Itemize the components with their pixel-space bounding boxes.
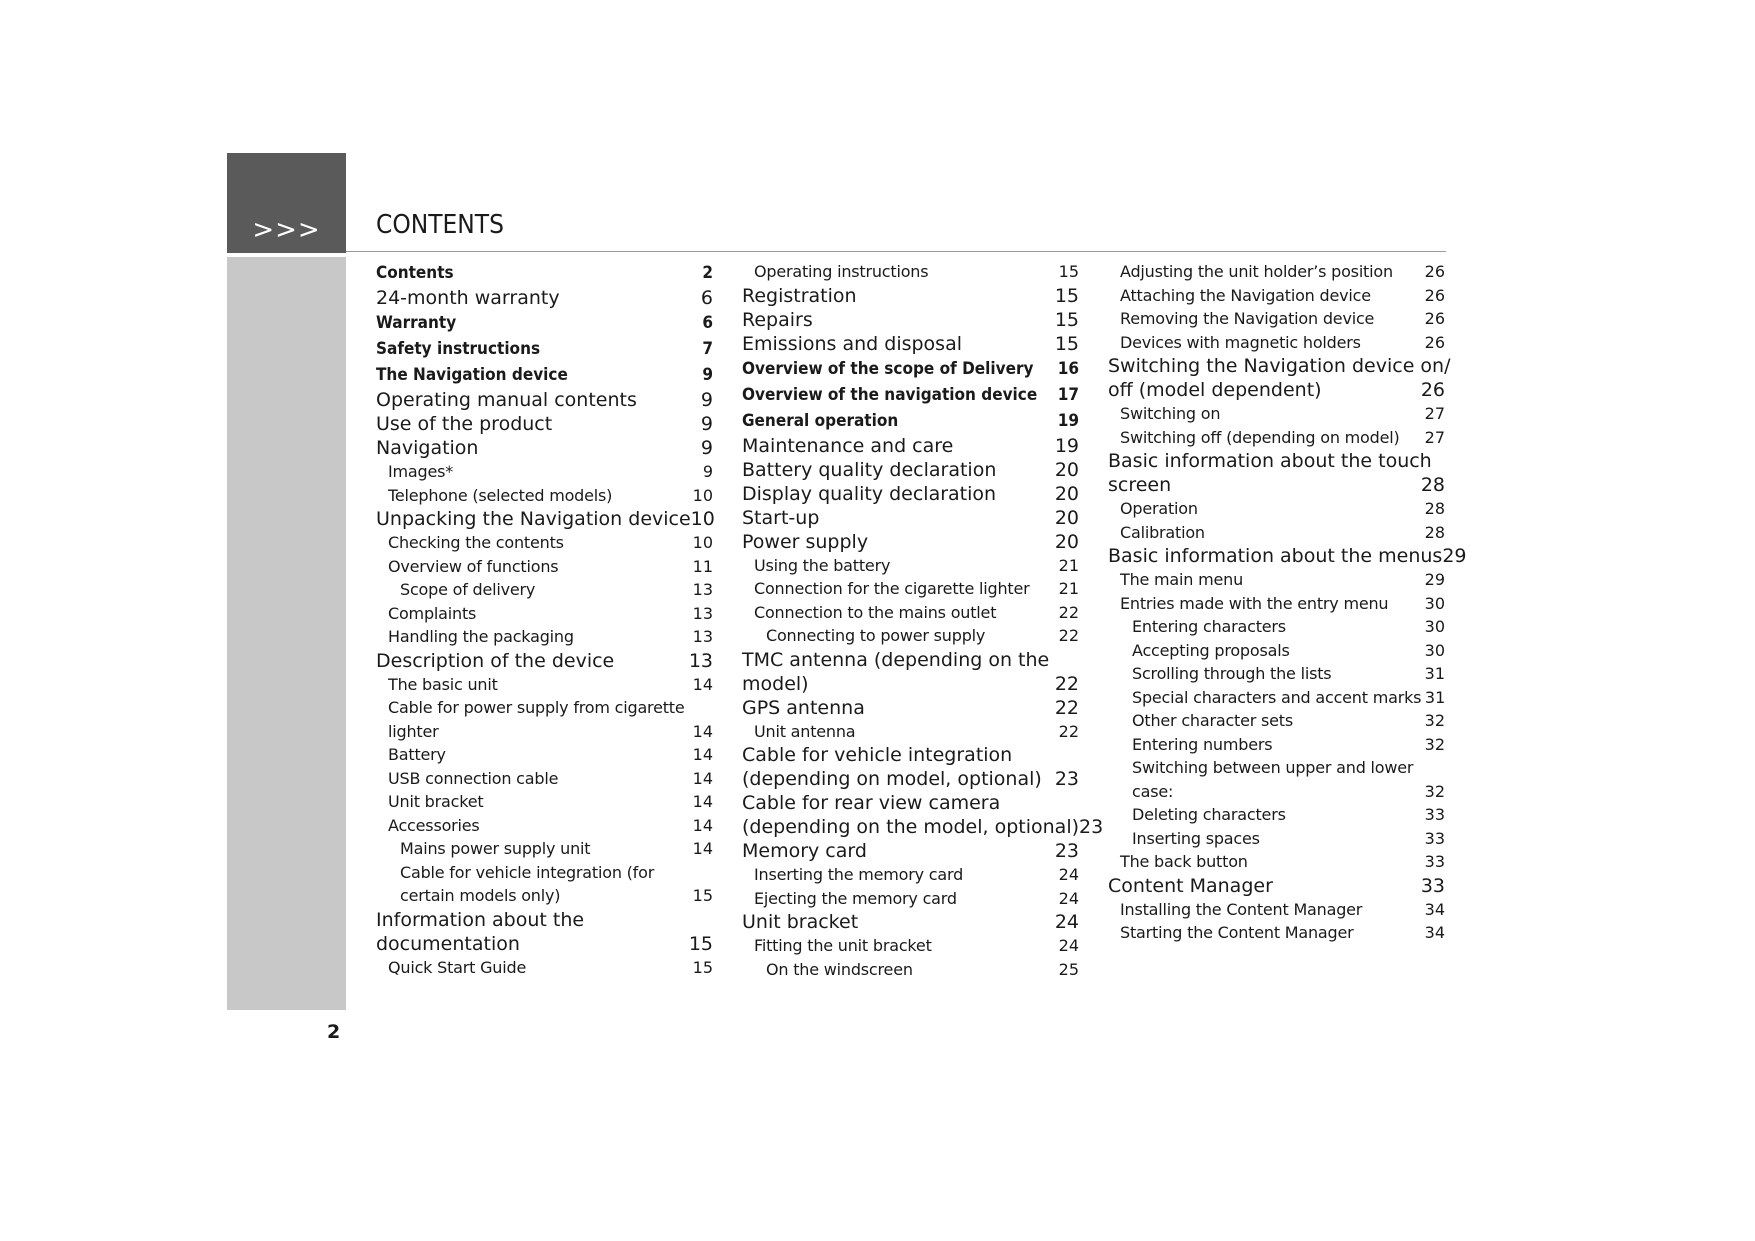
- toc-entry-page: 26: [1420, 379, 1445, 401]
- toc-entry[interactable]: [376, 531, 713, 555]
- toc-entry[interactable]: [742, 863, 1079, 887]
- toc-entry-label: Overview of functions: [388, 556, 559, 576]
- toc-entry-label: 24-month warranty: [376, 287, 560, 309]
- toc-entry-label: The main menu: [1120, 570, 1244, 589]
- toc-entry-label: Operation: [1120, 499, 1198, 518]
- toc-entry-label: Entries made with the entry menu: [1120, 593, 1389, 613]
- toc-entry-page: 22: [1058, 602, 1079, 622]
- toc-entry-label: Telephone (selected models): [388, 485, 613, 505]
- toc-entry-page: 23: [1079, 816, 1104, 838]
- toc-entry-page: 21: [1058, 579, 1079, 598]
- toc-entry-page: 9: [700, 389, 713, 411]
- toc-entry-label: Start-up: [742, 506, 820, 529]
- toc-entry[interactable]: [742, 720, 1079, 744]
- toc-entry-page: 28: [1424, 499, 1445, 518]
- toc-entry-label: Repairs: [742, 308, 813, 331]
- toc-entry-label: lighter: [388, 721, 439, 741]
- toc-entry-label: Other character sets: [1132, 711, 1294, 730]
- toc-entry[interactable]: [1108, 284, 1445, 308]
- toc-entry-page: 14: [692, 839, 713, 858]
- toc-entry[interactable]: [742, 530, 1079, 554]
- toc-entry-label: Use of the product: [376, 413, 553, 435]
- toc-column-1: [376, 260, 713, 979]
- toc-entry-page: 15: [1054, 332, 1079, 355]
- toc-entry[interactable]: [1108, 827, 1445, 851]
- toc-entry-label: TMC antenna (depending on the: [742, 648, 1050, 671]
- toc-entry-label: Entering characters: [1132, 617, 1286, 636]
- toc-entry-label: Handling the packaging: [388, 627, 574, 646]
- toc-entry[interactable]: [742, 506, 1079, 530]
- toc-entry-label: USB connection cable: [388, 768, 559, 788]
- toc-entry-label: Memory card: [742, 840, 867, 862]
- toc-entry[interactable]: [376, 336, 713, 362]
- toc-entry-page: 22: [1058, 721, 1079, 741]
- toc-entry-page: 28: [1424, 522, 1445, 542]
- toc-entry[interactable]: [742, 482, 1079, 506]
- toc-entry-page: 11: [692, 556, 713, 576]
- toc-entry[interactable]: [1108, 803, 1445, 827]
- toc-entry[interactable]: [1108, 733, 1445, 757]
- toc-entry-page: 20: [1054, 506, 1079, 529]
- toc-entry-label: Scope of delivery: [400, 580, 536, 599]
- toc-entry[interactable]: [742, 382, 1079, 408]
- toc-entry[interactable]: [376, 743, 713, 767]
- toc-entry-page: 14: [692, 815, 713, 835]
- toc-entry[interactable]: [742, 434, 1079, 458]
- toc-entry-page: 14: [692, 768, 713, 788]
- toc-entry-label: Attaching the Navigation device: [1120, 285, 1371, 305]
- toc-entry-label: The back button: [1120, 852, 1248, 871]
- toc-entry[interactable]: [1108, 898, 1445, 922]
- toc-entry[interactable]: [1108, 378, 1445, 402]
- toc-entry[interactable]: [742, 696, 1079, 720]
- toc-entry-label: The basic unit: [388, 674, 498, 694]
- toc-entry-label: Basic information about the menus: [1108, 545, 1443, 567]
- toc-entry[interactable]: [376, 814, 713, 838]
- toc-entry-page: 15: [1058, 262, 1079, 281]
- toc-entry[interactable]: [376, 720, 713, 744]
- toc-entry[interactable]: [376, 310, 713, 336]
- toc-entry-page: 28: [1420, 474, 1445, 496]
- toc-entry[interactable]: [742, 791, 1079, 815]
- toc-entry-page: 20: [1054, 530, 1079, 553]
- toc-entry[interactable]: [376, 932, 713, 956]
- toc-entry-label: General operation: [742, 410, 899, 431]
- toc-entry-label: Content Manager: [1108, 874, 1273, 897]
- toc-entry-page: 31: [1424, 687, 1446, 707]
- toc-entry-label: Installing the Content Manager: [1120, 899, 1363, 919]
- toc-entry-label: Using the battery: [754, 555, 891, 575]
- toc-entry-label: Scrolling through the lists: [1132, 664, 1332, 683]
- toc-entry-page: 14: [692, 792, 713, 811]
- toc-entry[interactable]: [742, 934, 1079, 958]
- toc-entry-label: Battery quality declaration: [742, 458, 997, 481]
- toc-entry-label: Operating instructions: [754, 262, 929, 281]
- toc-entry-page: 22: [1054, 672, 1079, 695]
- toc-entry-label: Description of the device: [376, 649, 615, 672]
- page-title: CONTENTS: [376, 210, 504, 240]
- toc-entry-page: 19: [1054, 434, 1079, 457]
- toc-entry-label: Inserting the memory card: [754, 865, 964, 884]
- page-number: 2: [327, 1021, 341, 1043]
- toc-entry-label: certain models only): [400, 886, 561, 905]
- toc-entry[interactable]: [1108, 473, 1445, 497]
- toc-entry-label: Warranty: [376, 313, 457, 333]
- toc-entry-page: 32: [1424, 781, 1445, 801]
- chevrons-icon: >>>: [252, 215, 321, 245]
- side-tab: [227, 257, 346, 1010]
- toc-entry[interactable]: [376, 673, 713, 697]
- toc-entry-label: Inserting spaces: [1132, 828, 1260, 848]
- toc-entry[interactable]: [742, 308, 1079, 332]
- toc-entry[interactable]: [1108, 331, 1445, 355]
- toc-entry[interactable]: [742, 577, 1079, 601]
- toc-entry-page: 10: [692, 485, 713, 505]
- toc-entry-label: off (model dependent): [1108, 379, 1322, 401]
- toc-entry[interactable]: [742, 815, 1104, 839]
- toc-entry-label: Accepting proposals: [1132, 640, 1290, 660]
- toc-entry-label: case:: [1132, 781, 1174, 801]
- toc-entry[interactable]: [742, 332, 1079, 356]
- toc-entry[interactable]: [376, 412, 713, 436]
- toc-entry-page: 15: [692, 957, 713, 977]
- toc-entry[interactable]: [742, 958, 1079, 982]
- toc-entry-page: 13: [692, 580, 713, 599]
- toc-entry-page: 33: [1424, 852, 1445, 871]
- toc-entry-page: 9: [702, 462, 713, 481]
- toc-entry-page: 24: [1058, 936, 1079, 955]
- toc-entry-label: Cable for vehicle integration: [742, 744, 1013, 766]
- toc-entry[interactable]: [1108, 756, 1445, 780]
- toc-entry-page: 27: [1424, 427, 1445, 447]
- toc-entry[interactable]: [1108, 686, 1445, 710]
- toc-entry-page: 7: [702, 339, 713, 359]
- toc-entry[interactable]: [1108, 426, 1445, 450]
- toc-entry-page: 14: [692, 745, 713, 764]
- toc-entry[interactable]: [742, 910, 1079, 934]
- toc-entry-label: Cable for rear view camera: [742, 792, 1001, 814]
- toc-entry-page: 2: [702, 263, 713, 283]
- toc-entry-label: Mains power supply unit: [400, 839, 591, 858]
- toc-entry-page: 16: [1057, 358, 1079, 379]
- toc-entry-page: 29: [1442, 545, 1467, 567]
- toc-entry-page: 24: [1058, 888, 1079, 908]
- toc-entry-page: 30: [1424, 593, 1445, 613]
- toc-entry[interactable]: [376, 649, 713, 673]
- toc-entry-page: 34: [1424, 923, 1445, 942]
- toc-entry[interactable]: [742, 554, 1079, 578]
- toc-entry-page: 30: [1424, 640, 1445, 660]
- toc-entry-label: Switching the Navigation device on/: [1108, 355, 1451, 377]
- toc-entry-page: 15: [692, 886, 713, 905]
- toc-entry-label: GPS antenna: [742, 696, 865, 719]
- toc-entry-page: 9: [700, 413, 713, 435]
- toc-entry-label: Adjusting the unit holder’s position: [1120, 262, 1393, 281]
- toc-entry[interactable]: [376, 602, 713, 626]
- toc-entry[interactable]: [742, 356, 1079, 382]
- toc-entry-page: 20: [1054, 458, 1079, 481]
- toc-entry-page: 27: [1424, 404, 1445, 423]
- toc-entry[interactable]: [376, 362, 713, 388]
- toc-entry-page: 9: [702, 365, 713, 385]
- toc-entry[interactable]: [376, 484, 713, 508]
- toc-entry[interactable]: [1108, 307, 1445, 331]
- toc-entry[interactable]: [1108, 662, 1445, 686]
- toc-entry-label: Overview of the navigation device: [742, 384, 1038, 405]
- toc-entry-page: 26: [1424, 309, 1445, 328]
- toc-entry[interactable]: [742, 458, 1079, 482]
- toc-entry[interactable]: [742, 624, 1079, 648]
- toc-entry-page: 20: [1054, 482, 1079, 505]
- toc-entry-label: Contents: [376, 263, 454, 283]
- toc-entry[interactable]: [1108, 850, 1445, 874]
- toc-entry[interactable]: [742, 284, 1079, 308]
- toc-entry[interactable]: [742, 767, 1079, 791]
- toc-entry-label: Unit antenna: [754, 721, 856, 741]
- toc-entry-page: 26: [1424, 332, 1445, 352]
- toc-entry-label: Unit bracket: [388, 792, 484, 811]
- toc-entry-label: Connection to the mains outlet: [754, 602, 997, 622]
- toc-entry[interactable]: [376, 884, 713, 908]
- toc-entry-page: 22: [1054, 696, 1079, 719]
- toc-entry-label: Unit bracket: [742, 911, 859, 933]
- toc-entry[interactable]: [742, 408, 1079, 434]
- toc-entry-page: 14: [692, 721, 713, 741]
- toc-entry-label: Cable for vehicle integration (for: [400, 862, 655, 882]
- toc-entry[interactable]: [376, 790, 713, 814]
- toc-entry[interactable]: [1108, 568, 1445, 592]
- toc-entry-label: Quick Start Guide: [388, 957, 527, 977]
- toc-entry-page: 13: [688, 649, 713, 672]
- toc-entry[interactable]: [376, 460, 713, 484]
- toc-entry[interactable]: [1108, 639, 1445, 663]
- toc-entry[interactable]: [742, 743, 1079, 767]
- toc-entry-page: 21: [1058, 555, 1079, 575]
- toc-entry[interactable]: [742, 260, 1079, 284]
- toc-entry-label: Information about the: [376, 908, 585, 931]
- toc-entry[interactable]: [376, 286, 713, 310]
- toc-entry-label: Deleting characters: [1132, 805, 1286, 824]
- toc-entry[interactable]: [742, 648, 1079, 672]
- toc-entry[interactable]: [376, 507, 713, 531]
- toc-entry-page: 26: [1424, 285, 1445, 305]
- toc-entry[interactable]: [376, 837, 713, 861]
- toc-entry[interactable]: [742, 887, 1079, 911]
- toc-entry-label: Images*: [388, 462, 454, 481]
- toc-entry-page: 13: [692, 603, 713, 623]
- toc-entry-label: Registration: [742, 284, 857, 307]
- toc-entry-page: 32: [1424, 734, 1445, 754]
- toc-entry-label: Overview of the scope of Delivery: [742, 358, 1034, 379]
- toc-entry-label: Unpacking the Navigation device: [376, 508, 691, 530]
- toc-entry[interactable]: [1108, 544, 1467, 568]
- toc-entry[interactable]: [1108, 615, 1445, 639]
- toc-entry-page: 13: [692, 627, 713, 646]
- toc-entry-label: Safety instructions: [376, 339, 541, 359]
- toc-entry-label: Cable for power supply from cigarette: [388, 698, 685, 717]
- toc-entry-label: On the windscreen: [766, 959, 913, 979]
- toc-entry[interactable]: [376, 861, 713, 885]
- toc-entry[interactable]: [376, 260, 713, 286]
- toc-entry-page: 23: [1054, 840, 1079, 862]
- toc-entry-page: 31: [1424, 664, 1445, 683]
- toc-entry-page: 34: [1424, 899, 1445, 919]
- toc-entry-label: Battery: [388, 745, 446, 764]
- toc-entry[interactable]: [1108, 780, 1445, 804]
- toc-entry-label: Connection for the cigarette lighter: [754, 579, 1030, 598]
- toc-column-2: [742, 260, 1104, 981]
- toc-entry-page: 15: [1054, 308, 1079, 331]
- toc-entry-page: 19: [1057, 410, 1079, 431]
- toc-entry-label: Special characters and accent marks: [1132, 687, 1422, 707]
- toc-entry-page: 33: [1420, 874, 1445, 897]
- toc-entry[interactable]: [742, 672, 1079, 696]
- toc-entry[interactable]: [1108, 354, 1451, 378]
- toc-entry-label: Fitting the unit bracket: [754, 936, 932, 955]
- toc-entry[interactable]: [376, 696, 713, 720]
- toc-entry[interactable]: [1108, 402, 1445, 426]
- toc-entry-label: Complaints: [388, 603, 477, 623]
- toc-entry-page: 17: [1057, 384, 1079, 405]
- toc-entry-label: Switching on: [1120, 404, 1221, 423]
- toc-entry-page: 29: [1424, 570, 1445, 589]
- toc-entry-label: (depending on the model, optional): [742, 816, 1080, 838]
- toc-entry-page: 9: [700, 437, 713, 459]
- toc-entry[interactable]: [1108, 921, 1445, 945]
- toc-entry-label: Switching off (depending on model): [1120, 427, 1400, 447]
- toc-entry[interactable]: [1108, 709, 1445, 733]
- toc-entry-page: 30: [1424, 617, 1445, 636]
- toc-entry-label: Ejecting the memory card: [754, 888, 957, 908]
- toc-entry[interactable]: [1108, 521, 1445, 545]
- toc-entry-page: 6: [700, 287, 713, 309]
- toc-entry[interactable]: [376, 908, 713, 932]
- toc-entry-label: Emissions and disposal: [742, 332, 963, 355]
- toc-entry[interactable]: [1108, 449, 1445, 473]
- toc-entry-label: (depending on model, optional): [742, 768, 1042, 790]
- toc-entry-page: 23: [1054, 768, 1079, 790]
- toc-entry-page: 15: [688, 932, 713, 955]
- toc-entry[interactable]: [376, 767, 713, 791]
- toc-entry-page: 33: [1424, 805, 1445, 824]
- toc-entry-label: documentation: [376, 932, 520, 955]
- toc-entry-label: Operating manual contents: [376, 389, 637, 411]
- toc-entry-page: 24: [1054, 911, 1079, 933]
- toc-entry-page: 33: [1424, 828, 1445, 848]
- toc-entry-label: Devices with magnetic holders: [1120, 332, 1361, 352]
- toc-entry-label: Calibration: [1120, 522, 1205, 542]
- toc-entry-page: 25: [1058, 959, 1079, 979]
- toc-entry-label: Display quality declaration: [742, 482, 997, 505]
- toc-entry-label: Navigation: [376, 437, 479, 459]
- toc-entry-label: Power supply: [742, 530, 869, 553]
- toc-entry-label: The Navigation device: [376, 365, 568, 385]
- toc-entry-page: 26: [1424, 262, 1445, 281]
- toc-entry-label: Checking the contents: [388, 533, 564, 552]
- toc-entry-label: Connecting to power supply: [766, 626, 986, 645]
- toc-entry-label: screen: [1108, 474, 1172, 496]
- toc-entry-page: 24: [1058, 865, 1079, 884]
- toc-entry-page: 10: [692, 533, 713, 552]
- toc-entry-page: 15: [1054, 284, 1079, 307]
- toc-entry[interactable]: [1108, 260, 1445, 284]
- toc-entry-page: 14: [692, 674, 713, 694]
- toc-entry[interactable]: [1108, 592, 1445, 616]
- toc-entry[interactable]: [376, 555, 713, 579]
- toc-entry-label: Switching between upper and lower: [1132, 758, 1414, 777]
- toc-entry[interactable]: [376, 578, 713, 602]
- toc-entry-label: Accessories: [388, 815, 480, 835]
- toc-entry-label: Maintenance and care: [742, 434, 954, 457]
- toc-entry[interactable]: [742, 839, 1079, 863]
- toc-entry[interactable]: [376, 956, 713, 980]
- toc-entry-page: 6: [702, 313, 713, 333]
- toc-column-3: [1108, 260, 1467, 945]
- toc-entry-page: 10: [690, 508, 715, 530]
- toc-entry-label: Entering numbers: [1132, 734, 1273, 754]
- toc-entry[interactable]: [1108, 497, 1445, 521]
- toc-entry[interactable]: [376, 625, 713, 649]
- toc-entry[interactable]: [376, 436, 713, 460]
- toc-entry-label: Starting the Content Manager: [1120, 923, 1354, 942]
- toc-entry-label: model): [742, 672, 809, 695]
- toc-entry-label: Removing the Navigation device: [1120, 309, 1375, 328]
- toc-entry-label: Basic information about the touch: [1108, 450, 1432, 472]
- toc-entry[interactable]: [1108, 874, 1445, 898]
- toc-entry-page: 32: [1424, 711, 1445, 730]
- toc-entry-page: 22: [1058, 626, 1079, 645]
- divider: [346, 251, 1446, 252]
- toc-entry[interactable]: [376, 388, 713, 412]
- toc-entry[interactable]: [742, 601, 1079, 625]
